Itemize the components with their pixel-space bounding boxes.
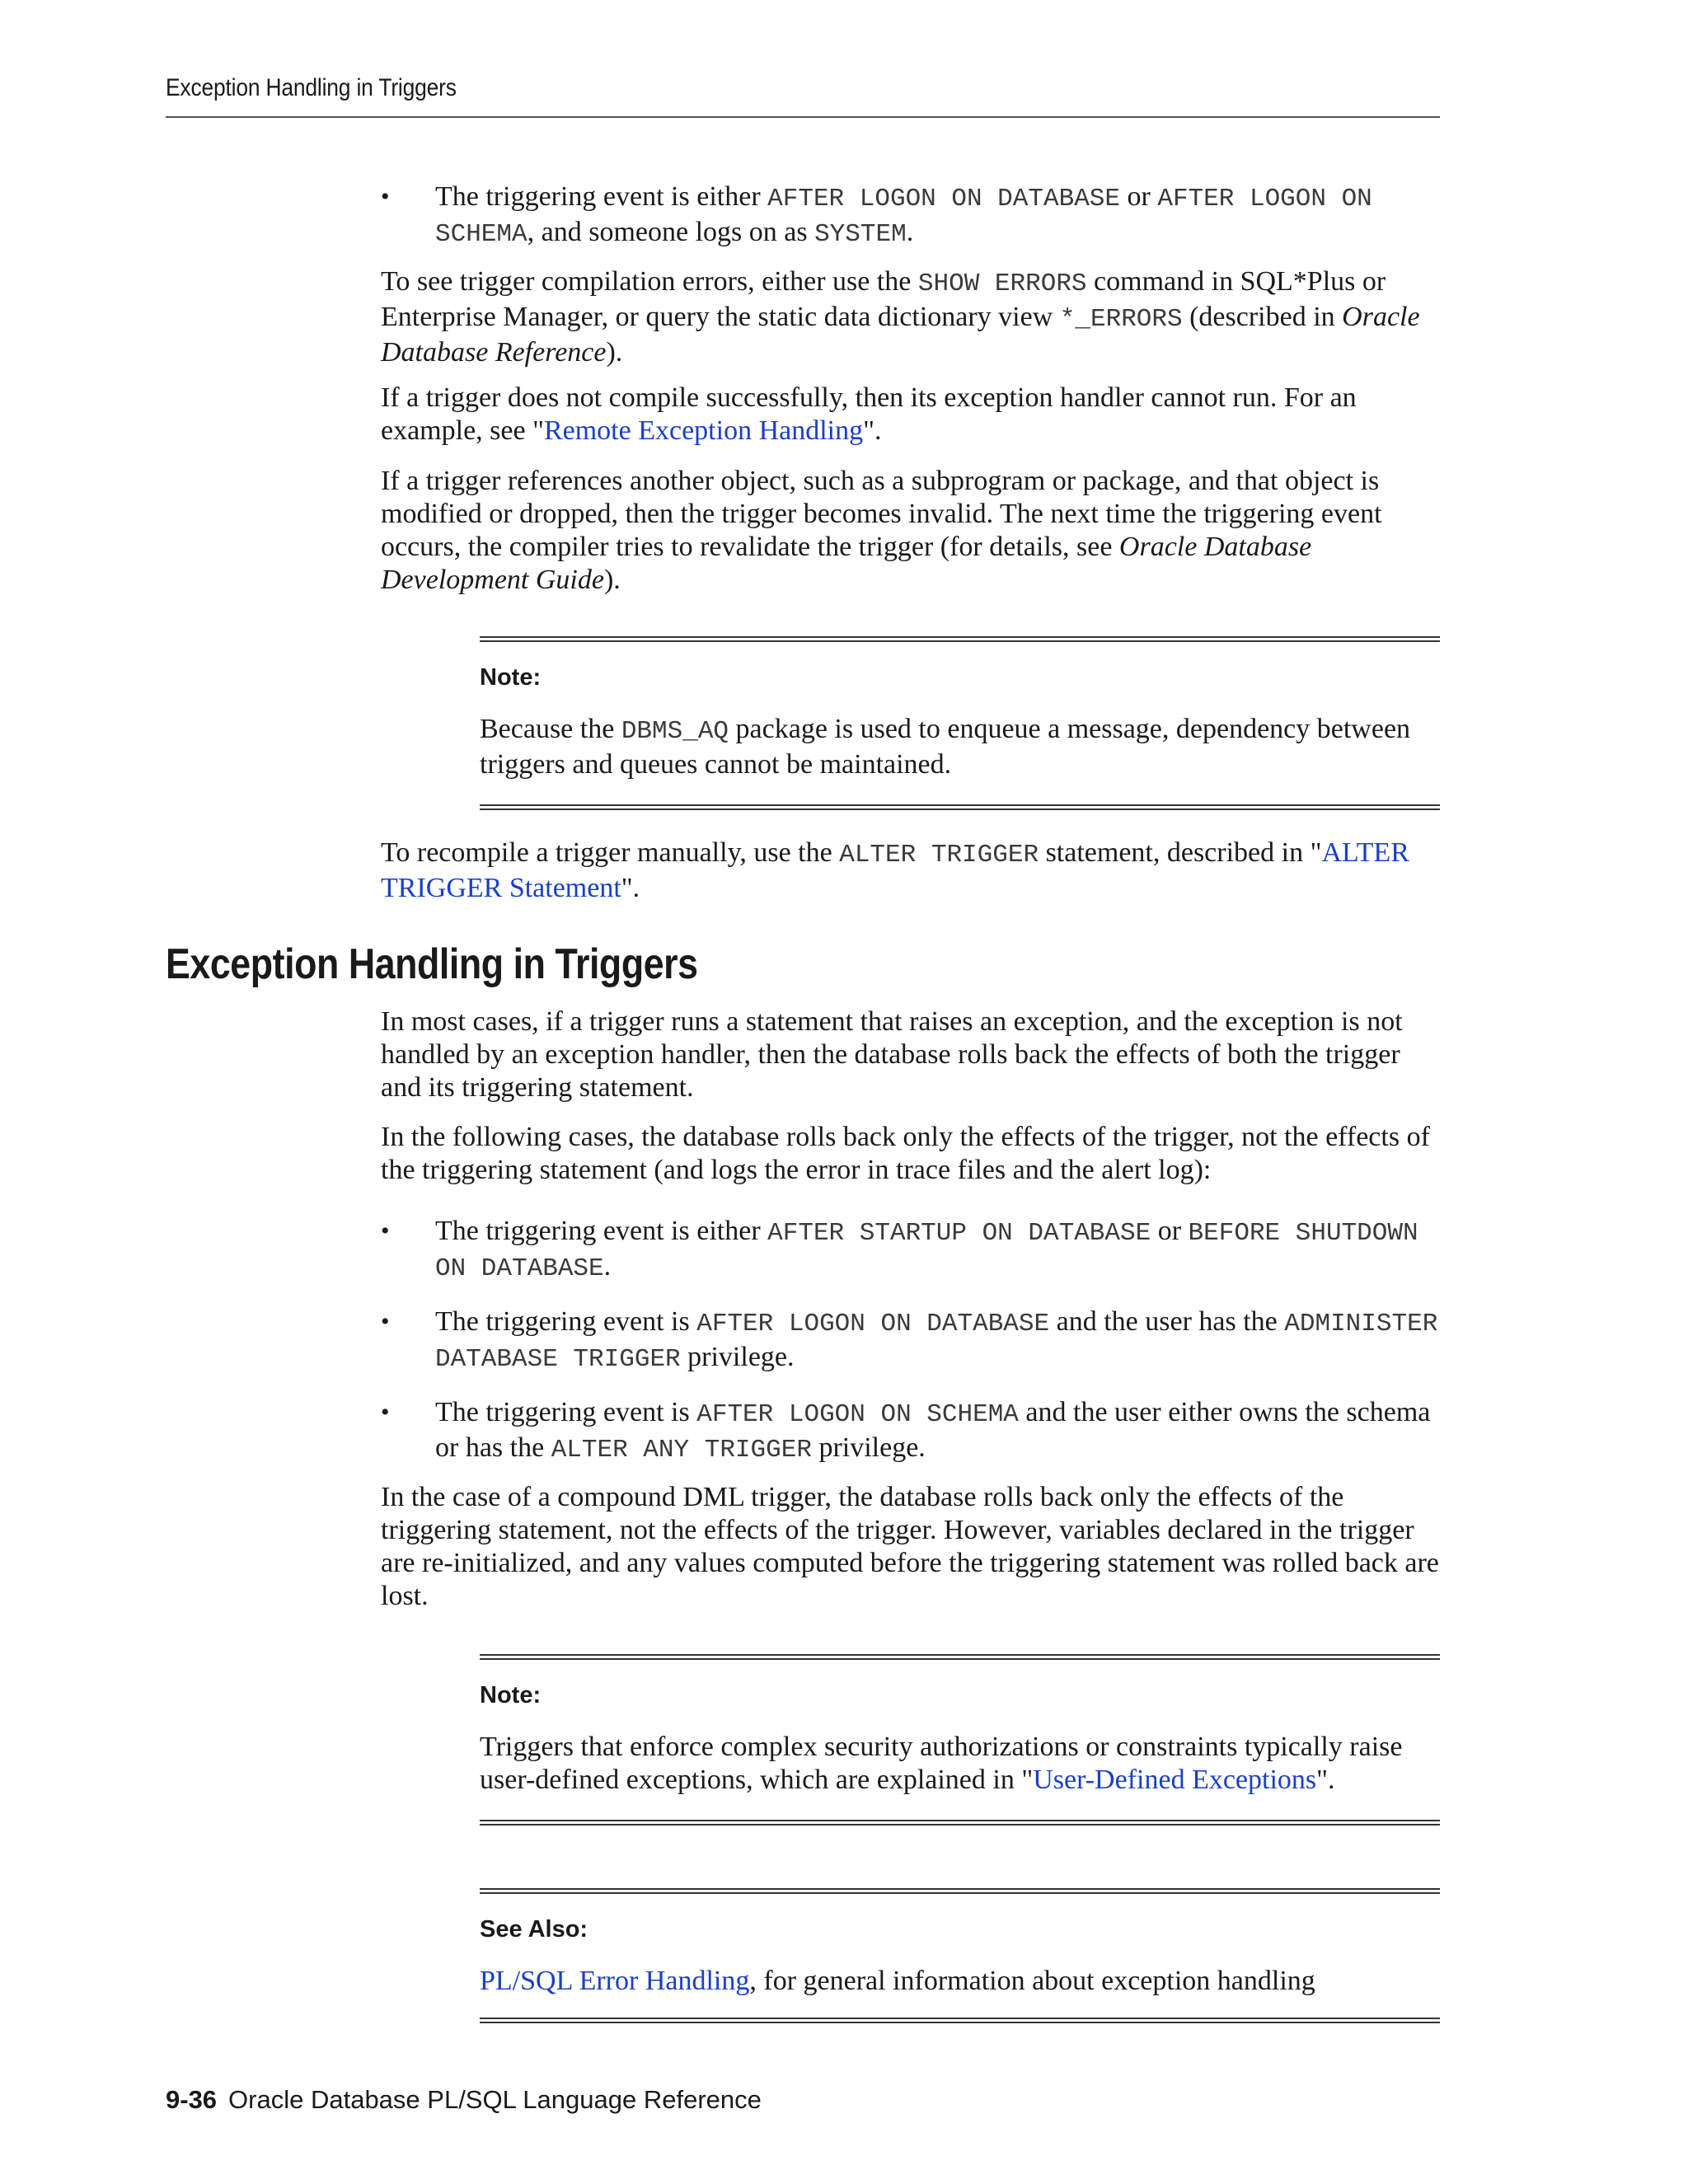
note-title: Note:: [480, 664, 542, 691]
remote-exception-handling-link[interactable]: Remote Exception Handling: [543, 415, 864, 446]
paragraph-compound-dml: In the case of a compound DML trigger, the database rolls back only the effects of the triggering statement, not the effects of the trigger. However, variables declared in the trigger are re-initialized, and any values computed before the triggering statement was rolled back are lost.: [381, 1482, 1439, 1611]
paragraph-compile-success: If a trigger does not compile successfully, then its exception handler cannot run. For an example, see "Remote Exception Handling".: [381, 382, 1357, 446]
see-also-bottom-rule: [480, 2018, 1440, 2023]
paragraph-compilation-errors: To see trigger compilation errors, either use the SHOW ERRORS command in SQL*Plus or Enterprise Manager, or query the static data dictionary view *_ERRORS (described in Oracle Database Reference).: [381, 266, 1420, 368]
note-box: [480, 1654, 1440, 1825]
note-text: Triggers that enforce complex security authorizations or constraints typically raise user-defined exceptions, which are explained in "User-Defined Exceptions".: [480, 1732, 1403, 1795]
paragraph-recompile: To recompile a trigger manually, use the ALTER TRIGGER statement, described in "ALTER TRIGGER Statement".: [381, 837, 1409, 903]
see-also-title: See Also:: [480, 1916, 588, 1943]
paragraph-following-cases: In the following cases, the database rolls back only the effects of the trigger, not the effects of the triggering statement (and logs the error in trace files and the alert log):: [381, 1122, 1430, 1185]
note-text: Because the DBMS_AQ package is used to enqueue a message, dependency between triggers and queues cannot be maintained.: [480, 714, 1411, 780]
note-title: Note:: [480, 1682, 542, 1708]
bullet-icon: •: [381, 1399, 390, 1426]
note-top-rule: [480, 1654, 1440, 1660]
note-bottom-rule: [480, 804, 1440, 810]
paragraph-trigger-references: If a trigger references another object, such as a subprogram or package, and that object is modified or dropped, then the trigger becomes invalid. The next time the triggering event occurs, the compiler tries to revalidate the trigger (for details, see Oracle Database Development Guide).: [381, 466, 1382, 595]
note-bottom-rule: [480, 1820, 1440, 1825]
list-item-text: The triggering event is either AFTER STARTUP ON DATABASE or BEFORE SHUTDOWN ON DATABASE.: [435, 1216, 1418, 1283]
section-heading: Exception Handling in Triggers: [166, 940, 698, 988]
list-item-text: The triggering event is either AFTER LOGON ON DATABASE or AFTER LOGON ON SCHEMA, and someone logs on as SYSTEM.: [435, 181, 1372, 249]
list-item: [381, 1305, 1444, 1376]
running-header: Exception Handling in Triggers: [166, 74, 457, 101]
see-also-box: [480, 1888, 1440, 2023]
paragraph-most-cases: In most cases, if a trigger runs a statement that raises an exception, and the exception is not handled by an exception handler, then the database rolls back the effects of both the trigger and its triggering statement.: [381, 1006, 1403, 1103]
book-title: Oracle Database PL/SQL Language Reference: [228, 2085, 762, 2114]
user-defined-exceptions-link[interactable]: User-Defined Exceptions: [1033, 1765, 1317, 1795]
bullet-icon: •: [381, 1308, 390, 1335]
bullet-icon: •: [381, 183, 390, 210]
list-item: [381, 1215, 1444, 1286]
note-box: [480, 636, 1440, 810]
list-item: [381, 180, 1444, 251]
see-also-top-rule: [480, 1888, 1440, 1894]
page-footer: [166, 2085, 762, 2115]
list-item-text: The triggering event is AFTER LOGON ON SCHEMA and the user either owns the schema or has the ALTER ANY TRIGGER privilege.: [435, 1397, 1431, 1465]
header-rule: [166, 116, 1440, 118]
list-item-text: The triggering event is AFTER LOGON ON DATABASE and the user has the ADMINISTER DATABASE TRIGGER privilege.: [435, 1306, 1438, 1374]
bullet-icon: •: [381, 1217, 390, 1244]
see-also-text: PL/SQL Error Handling, for general information about exception handling: [480, 1966, 1315, 1996]
plsql-error-handling-link[interactable]: PL/SQL Error Handling: [480, 1966, 750, 1996]
list-item: [381, 1396, 1444, 1467]
page-number: 9-36: [166, 2085, 218, 2114]
alter-trigger-statement-link[interactable]: ALTER TRIGGER Statement: [381, 837, 1409, 903]
note-top-rule: [480, 636, 1440, 642]
